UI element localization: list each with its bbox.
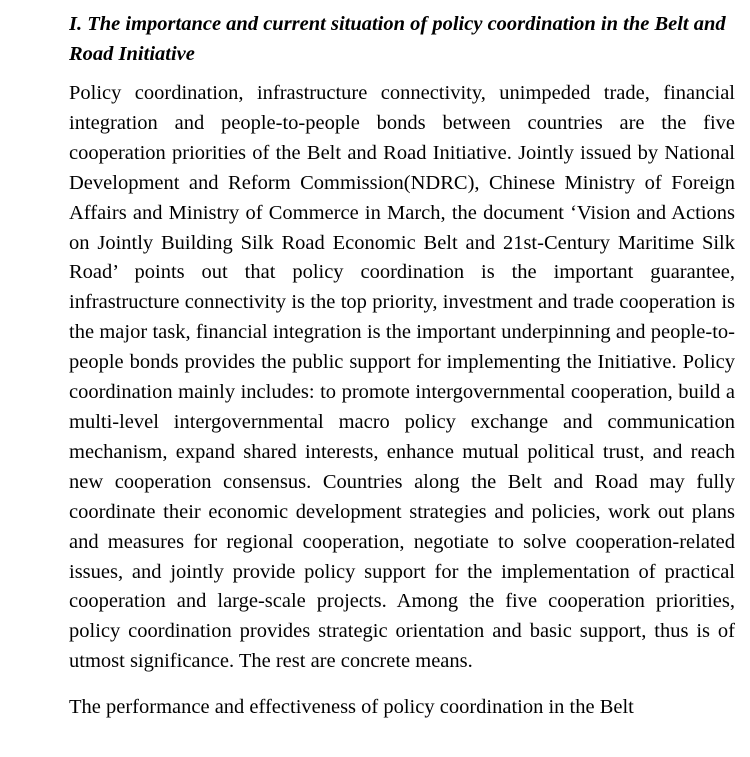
body-paragraph: Policy coordination, infrastructure connectivity, unimpeded trade, financial integration and people-to-people bonds between countries are the five cooperation priorities of the Belt and Road Initiative. Jointly issued by National Development and Reform Commission(NDRC), Chinese Ministry of Foreign Affairs and Ministry of Commerce in March, the document ‘Vision and Actions on Jointly Building Silk Road Economic Belt and 21st-Century Maritime Silk Road’ points out that policy coordination is the important guarantee, infrastructure connectivity is the top priority, investment and trade cooperation is the major task, financial integration is the important underpinning and people-to-people bonds provides the public support for implementing the Initiative. Policy coordination mainly includes: to promote intergovernmental cooperation, build a multi-level intergovernmental macro policy exchange and communication mechanism, expand shared interests, enhance mutual political trust, and reach new cooperation consensus. Countries along the Belt and Road may fully coordinate their economic development strategies and policies, work out plans and measures for regional cooperation, negotiate to solve cooperation-related issues, and jointly provide policy support for the implementation of practical cooperation and large-scale projects. Among the five cooperation priorities, policy coordination provides strategic orientation and basic support, thus is of utmost significance. The rest are concrete means. (69, 82, 735, 673)
document-page (69, 0, 735, 757)
body-paragraph-cut-off: The performance and effectiveness of policy coordination in the Belt (69, 696, 634, 719)
section-heading: I. The importance and current situation of policy coordination in the Belt and Road Initiative (69, 13, 726, 65)
